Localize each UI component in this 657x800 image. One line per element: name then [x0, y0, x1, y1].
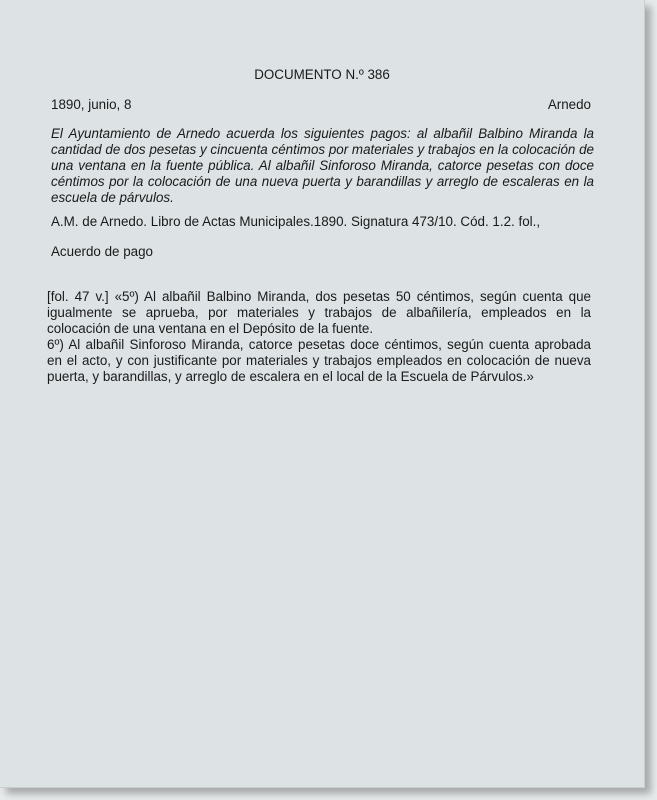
- dateline: [51, 97, 591, 113]
- transcription-paragraph: [fol. 47 v.] «5º) Al albañil Balbino Miranda, dos pesetas 50 céntimos, según cuenta que igualmente se aprueba, por materiales y trabajos de albañilería, empleados en la colocación de una ventana en el Depósito de la fuente.: [47, 289, 591, 336]
- document-title-text: DOCUMENTO N.º 386: [254, 67, 390, 82]
- document-summary: El Ayuntamiento de Arnedo acuerda los siguientes pagos: al albañil Balbino Miranda la cantidad de dos pesetas y cincuenta céntimos por materiales y trabajos en la colocación de una ventana en la fuente pública. Al albañil Sinforoso Miranda, catorce pesetas con doce céntimos por la colocación de una nueva puerta y barandillas y arreglo de escaleras en la escuela de párvulos.: [51, 126, 594, 205]
- transcription-body: [47, 289, 591, 385]
- transcription-paragraph: 6º) Al albañil Sinforoso Miranda, catorce pesetas doce céntimos, según cuenta aprobada en el acto, y con justificante por materiales y trabajos empleados en colocación de nueva puerta, y barandillas, y arreglo de escalera en el local de la Escuela de Párvulos.»: [47, 337, 591, 384]
- document-place: Arnedo: [547, 97, 591, 112]
- document-subject: Acuerdo de pago: [51, 244, 153, 259]
- archival-source: A.M. de Arnedo. Libro de Actas Municipales.1890. Signatura 473/10. Cód. 1.2. fol.,: [51, 214, 541, 229]
- document-date: 1890, junio, 8: [51, 97, 132, 112]
- document-title: [0, 67, 644, 83]
